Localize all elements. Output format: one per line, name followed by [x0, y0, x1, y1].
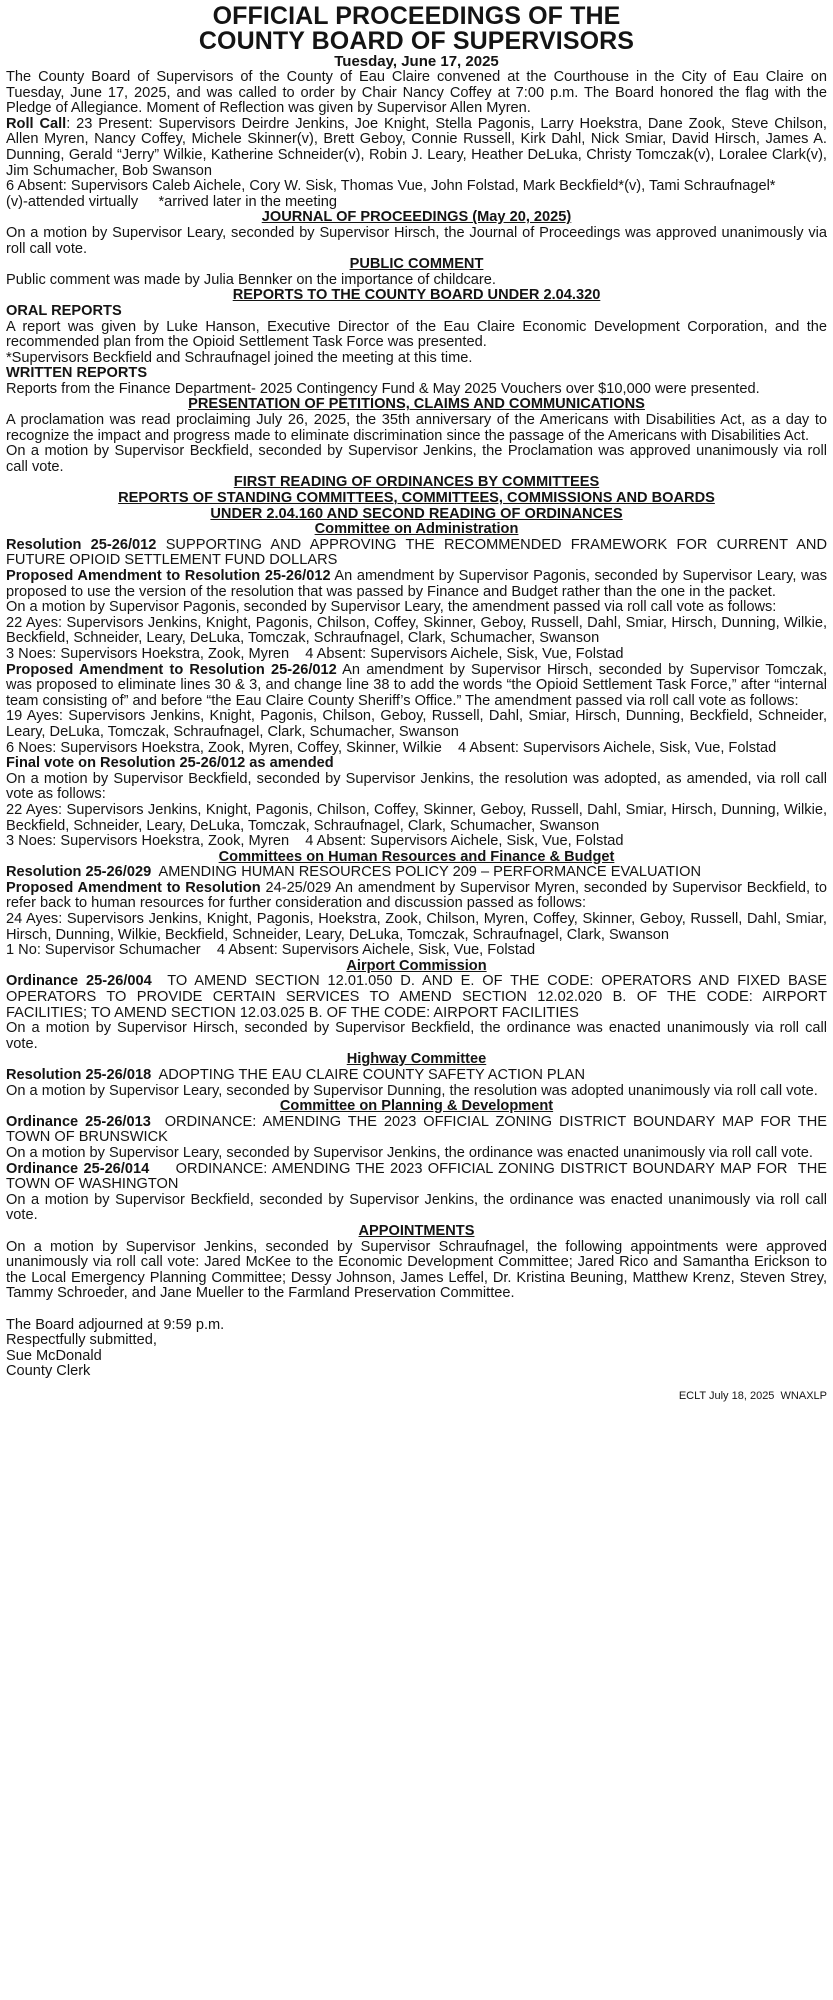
public-comment-heading: PUBLIC COMMENT — [349, 256, 484, 273]
highway-resolution-text: ADOPTING THE EAU CLAIRE COUNTY SAFETY ACTION PLAN — [151, 1067, 586, 1083]
admin-final-ayes: 22 Ayes: Supervisors Jenkins, Knight, Pagonis, Chilson, Coffey, Skinner, Geboy, Russell, Dahl, Smiar, Hirsch, Dunning, Wilkie, Beckfield, Schneider, Leary, DeLuka, Tomczak, Schraufnagel, Clark, Schumacher, Swanson — [6, 801, 827, 834]
admin-amendment-2-label: Proposed Amendment to Resolution 25-26/012 — [6, 661, 337, 678]
meeting-date: Tuesday, June 17, 2025 — [334, 53, 499, 70]
admin-final-vote-label: Final vote on Resolution 25-26/012 as amended — [6, 755, 334, 772]
admin-amendment-1-noes: 3 Noes: Supervisors Hoekstra, Zook, Myren 4 Absent: Supervisors Aichele, Sisk, Vue, Folstad — [6, 645, 624, 662]
journal-heading: JOURNAL OF PROCEEDINGS (May 20, 2025) — [261, 209, 572, 226]
title-line-1: OFFICIAL PROCEEDINGS OF THE — [212, 2, 621, 30]
publication-footer: ECLT July 18, 2025 WNAXLP — [678, 1389, 827, 1402]
hr-resolution-label: Resolution 25-26/029 — [6, 864, 152, 881]
journal-text: On a motion by Supervisor Leary, seconded by Supervisor Hirsch, the Journal of Proceedings was approved unanimously via roll call vote. — [6, 224, 827, 257]
planning-ordinance-1-motion: On a motion by Supervisor Leary, seconded by Supervisor Jenkins, the ordinance was enacted unanimously via roll call vote. — [6, 1144, 813, 1161]
highway-heading: Highway Committee — [346, 1051, 487, 1068]
airport-ordinance-text: TO AMEND SECTION 12.01.050 D. AND E. OF THE CODE: OPERATORS AND FIXED BASE OPERATORS TO PROVIDE CERTAIN SERVICES TO AMEND SECTION 12.02.020 B. OF THE CODE: AIRPORT FACILITIES; TO AMEND SECTION 12.03.025 B. OF THE CODE: AIRPORT FACILITIES — [6, 973, 832, 1021]
planning-ordinance-1 — [6, 1113, 831, 1146]
public-comment-text: Public comment was made by Julia Bennker on the importance of childcare. — [6, 271, 496, 288]
roll-call-present — [6, 117, 827, 179]
admin-amendment-1-label: Proposed Amendment to Resolution 25-26/012 — [6, 568, 331, 584]
highway-resolution — [6, 1068, 827, 1084]
petitions-text-1: A proclamation was read proclaiming July 26, 2025, the 35th anniversary of the Americans with Disabilities Act, as a day to recognize the impact and progress made to eliminate discrimination since the passage of the Americans with Disabilities Act. — [6, 412, 827, 444]
respectfully-text: Respectfully submitted, — [6, 1332, 157, 1349]
highway-motion: On a motion by Supervisor Leary, seconded by Supervisor Dunning, the resolution was adopted unanimously via roll call vote. — [6, 1082, 818, 1099]
written-reports-label: WRITTEN REPORTS — [6, 365, 148, 382]
planning-heading: Committee on Planning & Development — [279, 1098, 554, 1115]
hr-resolution — [6, 865, 827, 881]
admin-amendment-1-text: An amendment by Supervisor Pagonis, seconded by Supervisor Leary, was proposed to use the version of the resolution that was passed by Finance and Budget rather than the one in the packet. — [6, 568, 827, 600]
airport-ordinance-label: Ordinance 25-26/004 — [6, 973, 152, 990]
roll-call-legend: (v)-attended virtually *arrived later in the meeting — [6, 193, 337, 210]
hr-amendment — [6, 881, 827, 912]
intro-paragraph: The County Board of Supervisors of the County of Eau Claire convened at the Courthouse in the City of Eau Claire on Tuesday, June 17, 2025, and was called to order by Chair Nancy Coffey at 7:00 p.m. The Board honored the flag with the Pledge of Allegiance. Moment of Reflection was given by Supervisor Allen Myren. — [6, 69, 827, 117]
admin-resolution-label: Resolution 25-26/012 — [6, 536, 157, 553]
admin-amendment-2-text: An amendment by Supervisor Hirsch, seconded by Supervisor Tomczak, was proposed to eliminate lines 30 & 3, and change line 38 to add the words “the Opioid Settlement Task Force,” after “internal team consisting of” and before “the Eau Claire County Sheriff’s Office.” The amendment passed via roll call vote as follows: — [6, 661, 827, 709]
hr-resolution-text: AMENDING HUMAN RESOURCES POLICY 209 – PERFORMANCE EVALUATION — [151, 864, 702, 881]
appointments-text: On a motion by Supervisor Jenkins, seconded by Supervisor Schraufnagel, the following appointments were approved unanimously via roll call vote: Jared McKee to the Economic Development Committee; Jared Rico and Samantha Erickson to the Local Emergency Planning Committee; Dessy Johnson, James Leffel, Dr. Kristina Beuning, Matthew Krenz, Steven Strey, Tammy Schroeder, and Jane Mueller to the Farmland Preservation Committee. — [6, 1238, 827, 1302]
ordinances-heading-3: UNDER 2.04.160 AND SECOND READING OF ORDINANCES — [210, 505, 623, 522]
airport-heading: Airport Commission — [346, 957, 487, 974]
ordinances-heading-2: REPORTS OF STANDING COMMITTEES, COMMITTEES, COMMISSIONS AND BOARDS — [118, 490, 715, 507]
oral-reports-text: A report was given by Luke Hanson, Executive Director of the Eau Claire Economic Development Corporation, and the recommended plan from the Opioid Settlement Task Force was presented. — [6, 318, 827, 351]
airport-motion: On a motion by Supervisor Hirsch, seconded by Supervisor Beckfield, the ordinance was enacted unanimously via roll call vote. — [6, 1020, 827, 1052]
clerk-title: County Clerk — [6, 1363, 91, 1380]
reports-heading: REPORTS TO THE COUNTY BOARD UNDER 2.04.320 — [232, 287, 601, 304]
spacer — [6, 1302, 827, 1318]
roll-call-present-text: : 23 Present: Supervisors Deirdre Jenkins, Joe Knight, Stella Pagonis, Larry Hoekstra, Dane Zook, Steve Chilson, Allen Myren, Nancy Coffey, Michele Skinner(v), Brett Geboy, Connie Russell, Kirk Dahl, Nick Smiar, David Hirsch, James A. Dunning, Gerald “Jerry” Wilkie, Katherine Schneider(v), Robin J. Leary, Heather DeLuka, Christy Tomczak(v), Loralee Clark(v), Jim Schumacher, Bob Swanson — [6, 115, 827, 179]
admin-amendment-1 — [6, 569, 827, 600]
airport-ordinance — [6, 973, 832, 1021]
hr-noes: 1 No: Supervisor Schumacher 4 Absent: Supervisors Aichele, Sisk, Vue, Folstad — [6, 942, 536, 959]
admin-resolution — [6, 538, 827, 569]
admin-final-noes: 3 Noes: Supervisors Hoekstra, Zook, Myren 4 Absent: Supervisors Aichele, Sisk, Vue, Folstad — [6, 833, 624, 850]
hr-amendment-label: Proposed Amendment to Resolution — [6, 879, 261, 896]
written-reports-text: Reports from the Finance Department- 2025 Contingency Fund & May 2025 Vouchers over $10,000 were presented. — [6, 380, 760, 397]
planning-ordinance-2 — [6, 1160, 831, 1193]
roll-call-absent: 6 Absent: Supervisors Caleb Aichele, Cory W. Sisk, Thomas Vue, John Folstad, Mark Beckfield*(v), Tami Schraufnagel* — [6, 178, 776, 195]
admin-final-motion: On a motion by Supervisor Beckfield, seconded by Supervisor Jenkins, the resolution was adopted, as amended, via roll call vote as follows: — [6, 770, 827, 803]
adjourned-text: The Board adjourned at 9:59 p.m. — [6, 1316, 225, 1333]
admin-amendment-2 — [6, 663, 827, 710]
petitions-text-2: On a motion by Supervisor Beckfield, seconded by Supervisor Jenkins, the Proclamation was approved unanimously via roll call vote. — [6, 443, 827, 475]
admin-amendment-1-ayes: 22 Ayes: Supervisors Jenkins, Knight, Pagonis, Chilson, Coffey, Skinner, Geboy, Russell, Dahl, Smiar, Hirsch, Dunning, Wilkie, Beckfield, Schneider, Leary, DeLuka, Tomczak, Schraufnagel, Clark, Schumacher, Swanson — [6, 614, 827, 647]
planning-ordinance-2-motion: On a motion by Supervisor Beckfield, seconded by Supervisor Jenkins, the ordinance was enacted unanimously via roll call vote. — [6, 1191, 827, 1224]
petitions-heading: PRESENTATION OF PETITIONS, CLAIMS AND COMMUNICATIONS — [188, 396, 645, 413]
planning-ordinance-1-label: Ordinance 25-26/013 — [6, 1113, 151, 1130]
oral-reports-note: *Supervisors Beckfield and Schraufnagel joined the meeting at this time. — [6, 349, 473, 366]
admin-resolution-text: SUPPORTING AND APPROVING THE RECOMMENDED FRAMEWORK FOR CURRENT AND FUTURE OPIOID SETTLEMENT FUND DOLLARS — [6, 536, 828, 569]
planning-ordinance-2-label: Ordinance 25-26/014 — [6, 1160, 150, 1177]
planning-ordinance-1-text: ORDINANCE: AMENDING THE 2023 OFFICIAL ZONING DISTRICT BOUNDARY MAP FOR THE TOWN OF BRUNSWICK — [6, 1113, 831, 1146]
title-line-2: COUNTY BOARD OF SUPERVISORS — [198, 27, 635, 55]
planning-ordinance-2-text: ORDINANCE: AMENDING THE 2023 OFFICIAL ZONING DISTRICT BOUNDARY MAP FOR THE TOWN OF WASHINGTON — [6, 1160, 831, 1193]
highway-resolution-label: Resolution 25-26/018 — [6, 1067, 152, 1083]
roll-call-label: Roll Call — [6, 115, 67, 132]
appointments-heading: APPOINTMENTS — [358, 1222, 475, 1239]
admin-amendment-2-noes: 6 Noes: Supervisors Hoekstra, Zook, Myren, Coffey, Skinner, Wilkie 4 Absent: Supervisors Aichele, Sisk, Vue, Folstad — [6, 739, 777, 756]
oral-reports-label: ORAL REPORTS — [6, 302, 122, 319]
admin-amendment-1-motion: On a motion by Supervisor Pagonis, seconded by Supervisor Leary, the amendment passed via roll call vote as follows: — [6, 599, 777, 616]
admin-amendment-2-ayes: 19 Ayes: Supervisors Jenkins, Knight, Pagonis, Chilson, Geboy, Russell, Dahl, Smiar, Hirsch, Dunning, Beckfield, Schneider, Leary, DeLuka, Tomczak, Schraufnagel, Clark, Schumacher, Swanson — [6, 708, 827, 740]
ordinances-heading-1: FIRST READING OF ORDINANCES BY COMMITTEES — [233, 474, 600, 491]
hr-finance-heading: Committees on Human Resources and Finance & Budget — [218, 848, 615, 865]
hr-ayes: 24 Ayes: Supervisors Jenkins, Knight, Pagonis, Hoekstra, Zook, Chilson, Myren, Coffey, Skinner, Geboy, Russell, Dahl, Smiar, Hirsch, Dunning, Wilkie, Beckfield, Schneider, Leary, DeLuka, Tomczak, Schraufnagel, Clark, Swanson — [6, 911, 827, 943]
administration-heading: Committee on Administration — [314, 521, 519, 538]
clerk-name: Sue McDonald — [6, 1347, 102, 1364]
hr-amendment-text: 24-25/029 An amendment by Supervisor Myren, seconded by Supervisor Beckfield, to refer back to human resources for further consideration and discussion passed as follows: — [6, 879, 827, 912]
